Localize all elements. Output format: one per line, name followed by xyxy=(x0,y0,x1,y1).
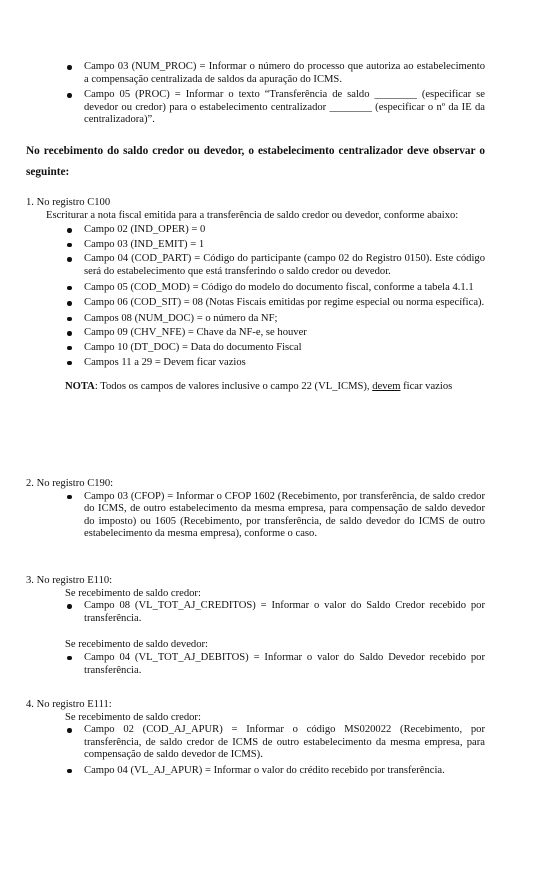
note-tail: ficar vazios xyxy=(400,381,453,393)
list-item: Campo 03 (CFOP) = Informar o CFOP 1602 (Recebimento, por transferência, de saldo credor do ICMS, de outro estabelecimento da mesma empresa, para compensação de saldo devedor do imposto) ou 1605 (Recebimento, por transferência, de saldo devedor do ICMS de outro estabelecimento da mesma empresa), conforme o caso. xyxy=(65,491,485,541)
section-registro-e111 xyxy=(26,699,485,778)
section-intro: Escriturar a nota fiscal emitida para a transferência de saldo credor ou devedor, conforme abaixo: xyxy=(46,209,459,221)
section-title: 4. No registro E111: xyxy=(26,699,112,710)
note-text: : Todos os campos de valores inclusive o campo 22 (VL_ICMS), xyxy=(94,381,373,393)
section-title: 3. No registro E110: xyxy=(26,575,113,586)
top-bullet-list xyxy=(65,61,485,127)
list-item: Campo 04 (COD_PART) = Código do participante (campo 02 do Registro 0150). Este código será do estabelecimento que está transferindo o saldo credor ou devedor. xyxy=(65,253,485,278)
note-underlined: devem xyxy=(372,381,401,393)
section-title: 2. No registro C190: xyxy=(26,478,114,489)
bullet-list xyxy=(65,652,485,677)
list-item: Campo 04 (VL_TOT_AJ_DEBITOS) = Informar o valor do Saldo Devedor recebido por transferência. xyxy=(65,652,485,677)
section-registro-c100 xyxy=(26,197,485,394)
section-heading: No recebimento do saldo credor ou devedor, o estabelecimento centralizador deve observar o seguinte: xyxy=(26,145,485,178)
section-intro: Se recebimento de saldo credor: xyxy=(65,587,201,599)
list-item: Campo 04 (VL_AJ_APUR) = Informar o valor do crédito recebido por transferência. xyxy=(65,765,485,778)
bullet-list xyxy=(65,224,485,369)
bullet-list xyxy=(65,724,485,777)
section-intro: Se recebimento de saldo credor: xyxy=(65,711,201,723)
list-item: Campo 05 (PROC) = Informar o texto “Transferência de saldo ________ (especificar se devedor ou credor) para o estabelecimento centralizador ________ (especificar o nº da IE da centralizadora)”. xyxy=(65,89,485,127)
list-item: Campo 03 (NUM_PROC) = Informar o número do processo que autoriza ao estabelecimento a compensação centralizada de saldos da apuração do ICMS. xyxy=(65,61,485,86)
section-registro-c190 xyxy=(26,478,485,541)
note-paragraph xyxy=(26,381,485,394)
section-registro-e110 xyxy=(26,575,485,677)
list-item: Campo 02 (IND_OPER) = 0 xyxy=(65,224,485,237)
section-title: 1. No registro C100 xyxy=(26,197,111,208)
list-item: Campo 09 (CHV_NFE) = Chave da NF-e, se houver xyxy=(65,327,485,340)
bullet-list xyxy=(65,491,485,541)
list-item: Campo 06 (COD_SIT) = 08 (Notas Fiscais emitidas por regime especial ou norma específica). xyxy=(65,297,485,310)
list-item: Campo 03 (IND_EMIT) = 1 xyxy=(65,239,485,252)
list-item: Campo 02 (COD_AJ_APUR) = Informar o código MS020022 (Recebimento, por transferência, de saldo credor de ICMS de outro estabelecimento da mesma empresa, para compensação de saldo devedor de ICMS). xyxy=(65,724,485,762)
section-intro: Se recebimento de saldo devedor: xyxy=(65,639,208,651)
note-label: NOTA xyxy=(65,381,95,393)
bullet-list xyxy=(65,600,485,625)
list-item: Campo 05 (COD_MOD) = Código do modelo do documento fiscal, conforme a tabela 4.1.1 xyxy=(65,282,485,295)
list-item: Campos 11 a 29 = Devem ficar vazios xyxy=(65,357,485,370)
list-item: Campos 08 (NUM_DOC) = o número da NF; xyxy=(65,313,485,326)
list-item: Campo 08 (VL_TOT_AJ_CREDITOS) = Informar o valor do Saldo Credor recebido por transferência. xyxy=(65,600,485,625)
list-item: Campo 10 (DT_DOC) = Data do documento Fiscal xyxy=(65,342,485,355)
